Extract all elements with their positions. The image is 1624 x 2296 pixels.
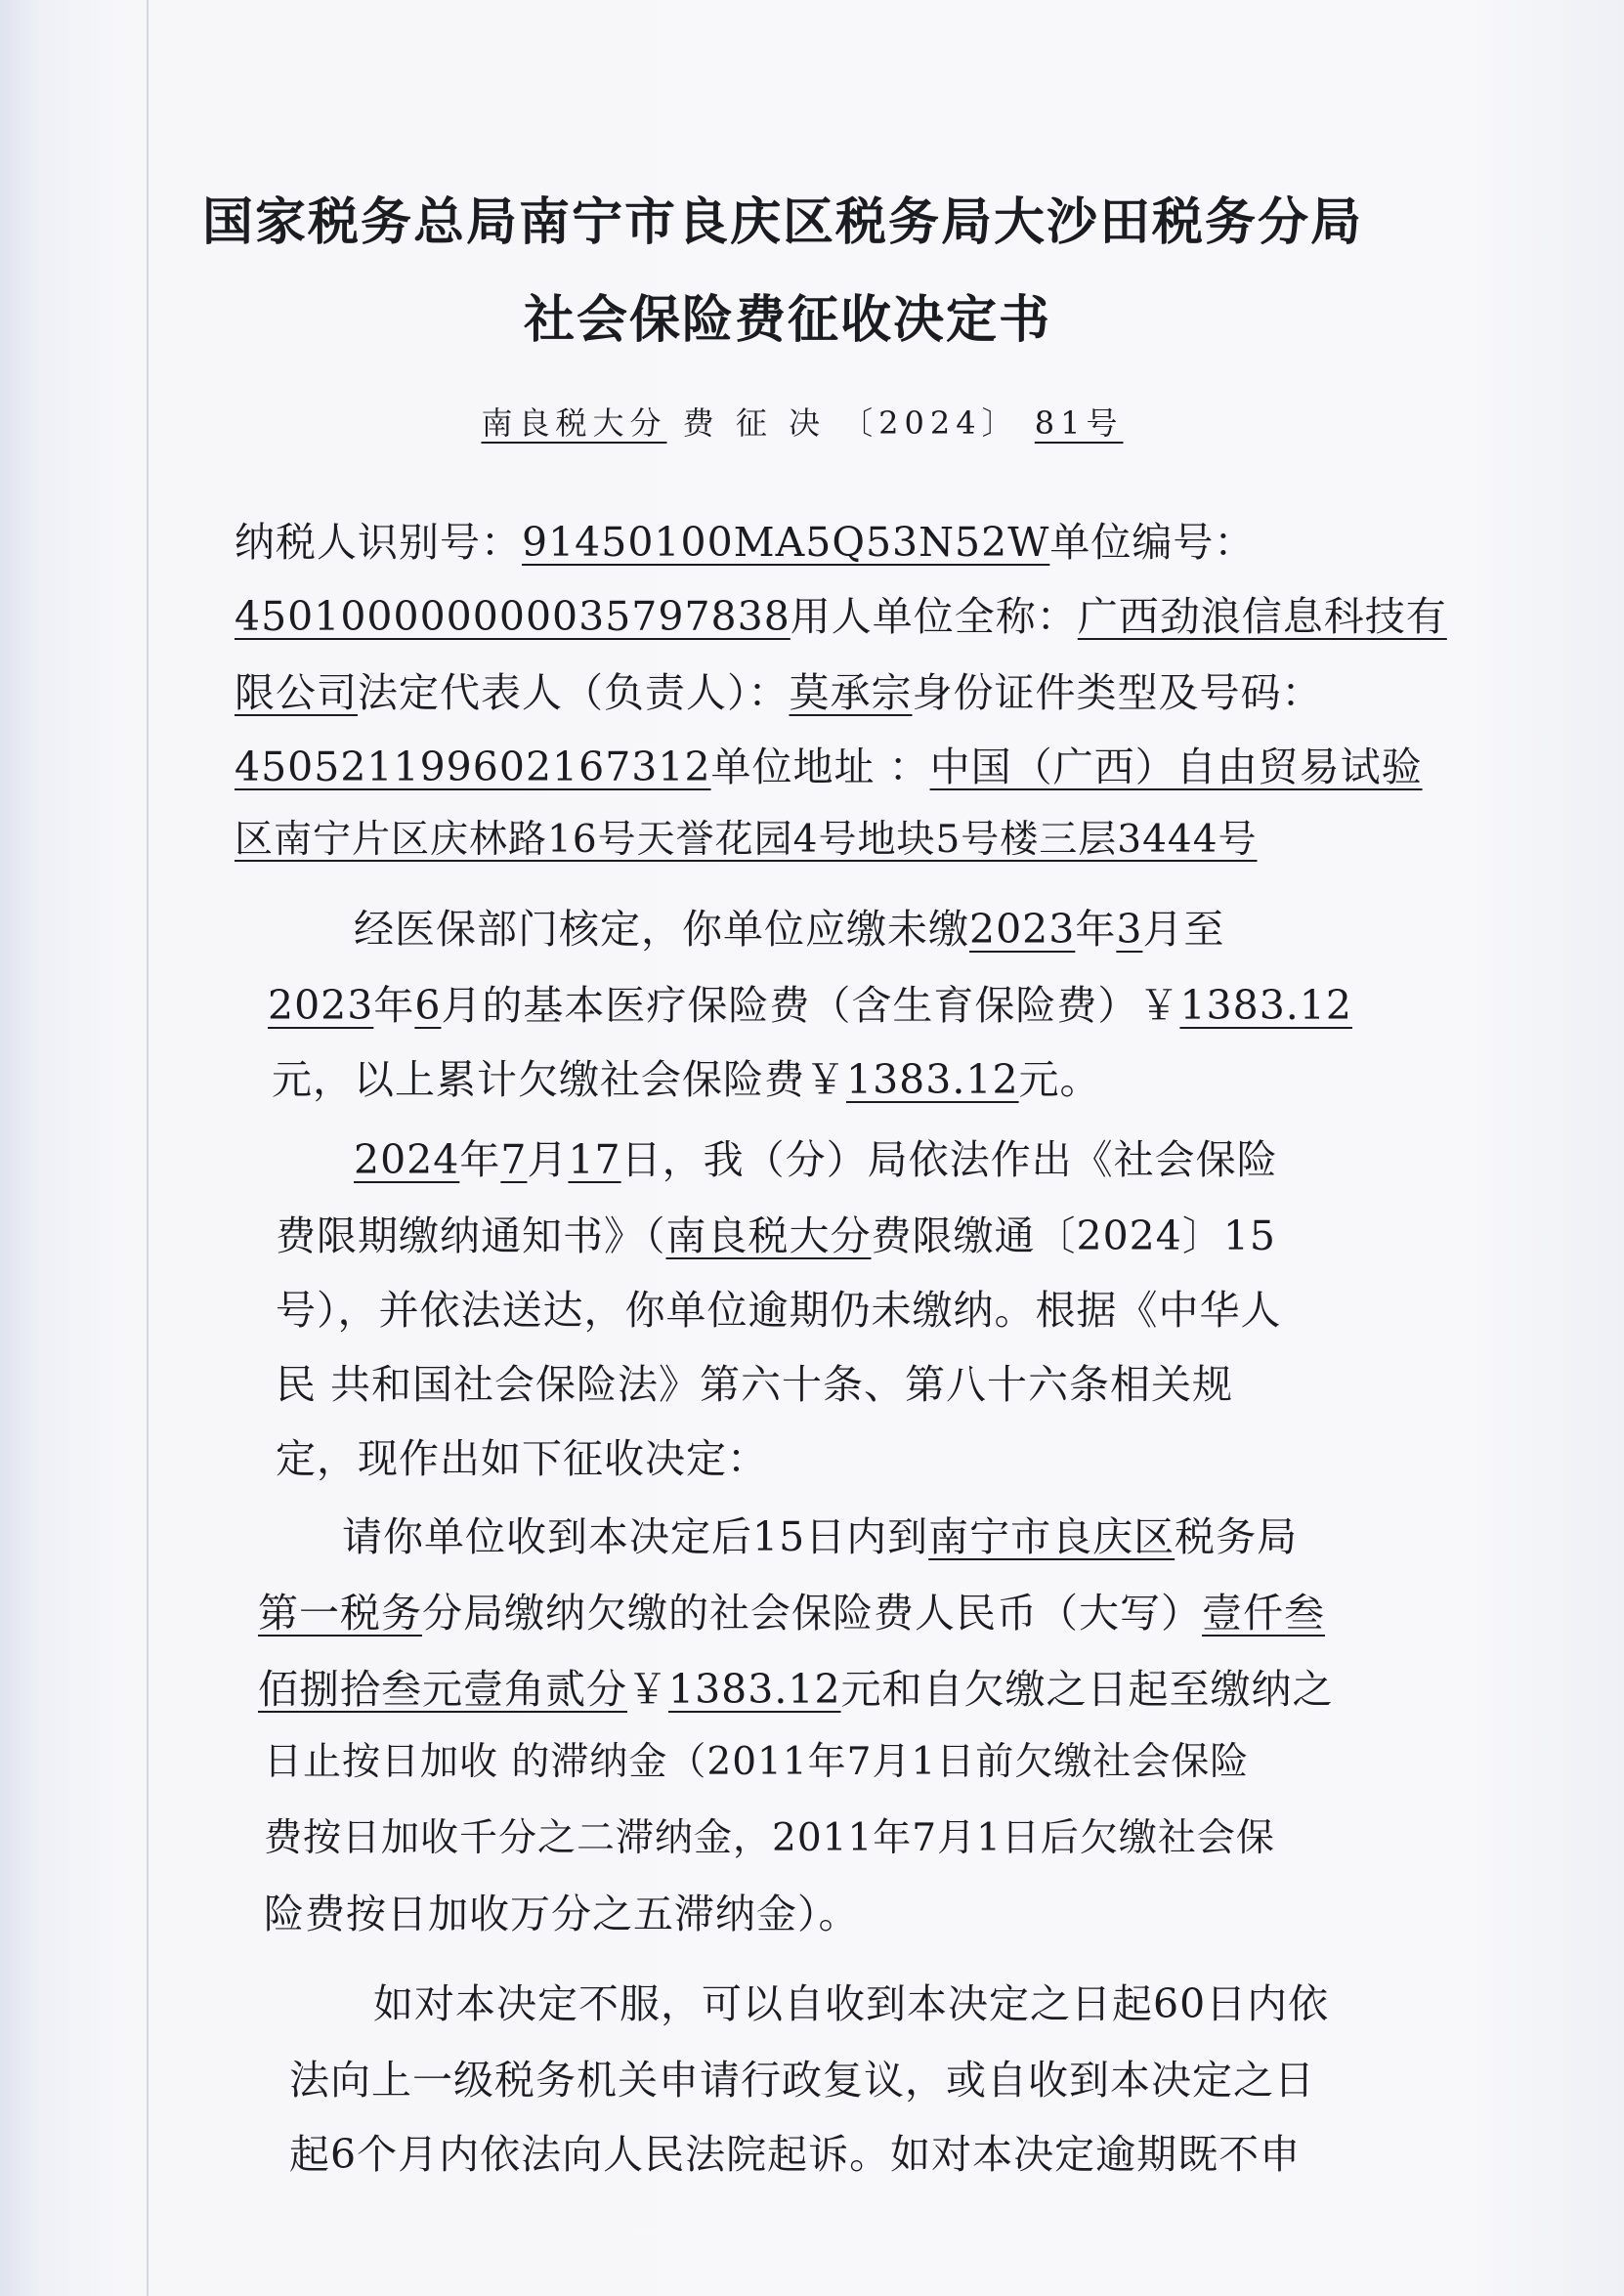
para2-text-l2a: 费限期缴纳通知书》（ (276, 1212, 666, 1259)
para1-line-3 (272, 1047, 1101, 1105)
addr-a: 中国（广西）自由贸易试验 (929, 744, 1423, 790)
document-title-line2: 社会保险费征收决定书 (523, 290, 1051, 350)
para3-line-6: 险费按日加收万分之五滞纳金）。 (264, 1891, 860, 1937)
unit-name-b: 限公司 (235, 669, 358, 716)
taxpayer-id: 91450100MA5Q53N52W (522, 519, 1050, 566)
addr-label: 单位地址 ： (710, 744, 930, 790)
doc-no-org: 南良税大分 (481, 404, 667, 442)
para2-year: 2024 (354, 1136, 460, 1183)
para1-text-a1: 经医保部门核定，你单位应缴未缴 (354, 906, 969, 953)
para3-place-2: 第一税务 (258, 1590, 422, 1637)
para3-text-d: ￥ (627, 1666, 668, 1713)
para2-text-c3: 日，我（分）局依法作出《社会保险 (620, 1136, 1278, 1183)
rep-label: 法定代表人（负责人）： (358, 669, 790, 716)
para1-text-a5: 月的基本医疗保险费（含生育保险费）￥ (441, 982, 1180, 1029)
para3-text-a: 请你单位收到本决定后15日内到 (342, 1513, 929, 1560)
para3-text-e: 元和自欠缴之日起至缴纳之 (840, 1666, 1334, 1713)
para4-line-2: 法向上一级税务机关申请行政复议，或自收到本决定之日 (289, 2057, 1315, 2104)
para3-line-3 (258, 1657, 1334, 1715)
para1-text-a2: 年 (1075, 906, 1117, 953)
para3-line-5: 费按日加收千分之二滞纳金，2011年7月1日后欠缴社会保 (264, 1816, 1275, 1860)
document-title-line1: 国家税务总局南宁市良庆区税务局大沙田税务分局 (201, 192, 1363, 252)
para1-line-1 (354, 897, 1224, 955)
info-line-5 (235, 809, 1258, 864)
para3-text-c: 分局缴纳欠缴的社会保险费人民币（大写） (422, 1590, 1202, 1637)
para2-line-5: 定，现作出如下征收决定： (276, 1435, 768, 1482)
para3-line-1 (342, 1505, 1298, 1562)
para2-text-c1: 年 (459, 1136, 501, 1183)
info-line-2 (235, 584, 1447, 642)
para3-place-1: 南宁市良庆区 (928, 1513, 1175, 1560)
info-line-3 (235, 660, 1323, 718)
para4-line-3: 起6个月内依法向人民法院起诉。如对本决定逾期既不申 (289, 2131, 1302, 2178)
para1-text-b2: 元。 (1018, 1056, 1101, 1103)
para2-line-1 (354, 1127, 1278, 1185)
para2-org: 南良税大分 (665, 1212, 872, 1259)
para1-year-start: 2023 (969, 906, 1076, 953)
addr-b: 区南宁片区庆林路16号天誉花园4号地块5号楼三层3444号 (235, 818, 1258, 862)
para1-line-2 (268, 973, 1352, 1031)
para1-text-a3: 月至 (1142, 906, 1225, 953)
para1-month-start: 3 (1116, 906, 1143, 953)
para1-month-end: 6 (414, 982, 442, 1029)
para2-line-3: 号），并依法送达，你单位逾期仍未缴纳。根据《中华人 (276, 1287, 1282, 1334)
unit-name-a: 广西劲浪信息科技有 (1077, 593, 1447, 640)
taxpayer-id-label: 纳税人识别号： (235, 519, 522, 566)
doc-no-type: 费 征 决 (682, 404, 826, 442)
para3-amount-capital-a: 壹仟叁 (1202, 1590, 1325, 1637)
unit-name-label: 用人单位全称： (790, 593, 1078, 640)
document-number (0, 399, 1614, 444)
para3-text-b: 税务局 (1175, 1513, 1299, 1560)
unit-code: 450100000000035797838 (235, 593, 791, 640)
id-label: 身份证件类型及号码： (912, 669, 1323, 716)
para3-line-4: 日止按日加收 的滞纳金（2011年7月1日前欠缴社会保险 (264, 1740, 1250, 1784)
unit-code-label: 单位编号： (1049, 519, 1256, 566)
para1-text-b1: 元，以上累计欠缴社会保险费￥ (272, 1056, 846, 1103)
para2-day: 17 (568, 1136, 621, 1183)
para2-month: 7 (500, 1136, 528, 1183)
para1-amount-2: 1383.12 (846, 1056, 1019, 1103)
para4-line-1: 如对本决定不服，可以自收到本决定之日起60日内依 (373, 1980, 1330, 2027)
info-line-1 (235, 510, 1255, 568)
para3-amount-capital-b: 佰捌拾叁元壹角贰分 (258, 1666, 627, 1713)
para1-text-a4: 年 (373, 982, 415, 1029)
para1-amount-1: 1383.12 (1179, 982, 1352, 1029)
info-line-4 (235, 735, 1423, 792)
para2-line-4: 民 共和国社会保险法》第六十条、第八十六条相关规 (276, 1361, 1234, 1408)
para2-text-l2b: 费限缴通〔2024〕15 (871, 1212, 1277, 1259)
doc-no-num: 81号 (1034, 404, 1124, 442)
id-number: 450521199602167312 (235, 744, 711, 790)
rep-name: 莫承宗 (789, 669, 913, 716)
para3-amount: 1383.12 (668, 1666, 841, 1713)
para2-text-c2: 月 (527, 1136, 569, 1183)
para3-line-2 (258, 1581, 1325, 1638)
para2-line-2 (276, 1204, 1276, 1261)
doc-no-year: 〔2024〕 (841, 404, 1019, 442)
para1-year-end: 2023 (268, 982, 374, 1029)
